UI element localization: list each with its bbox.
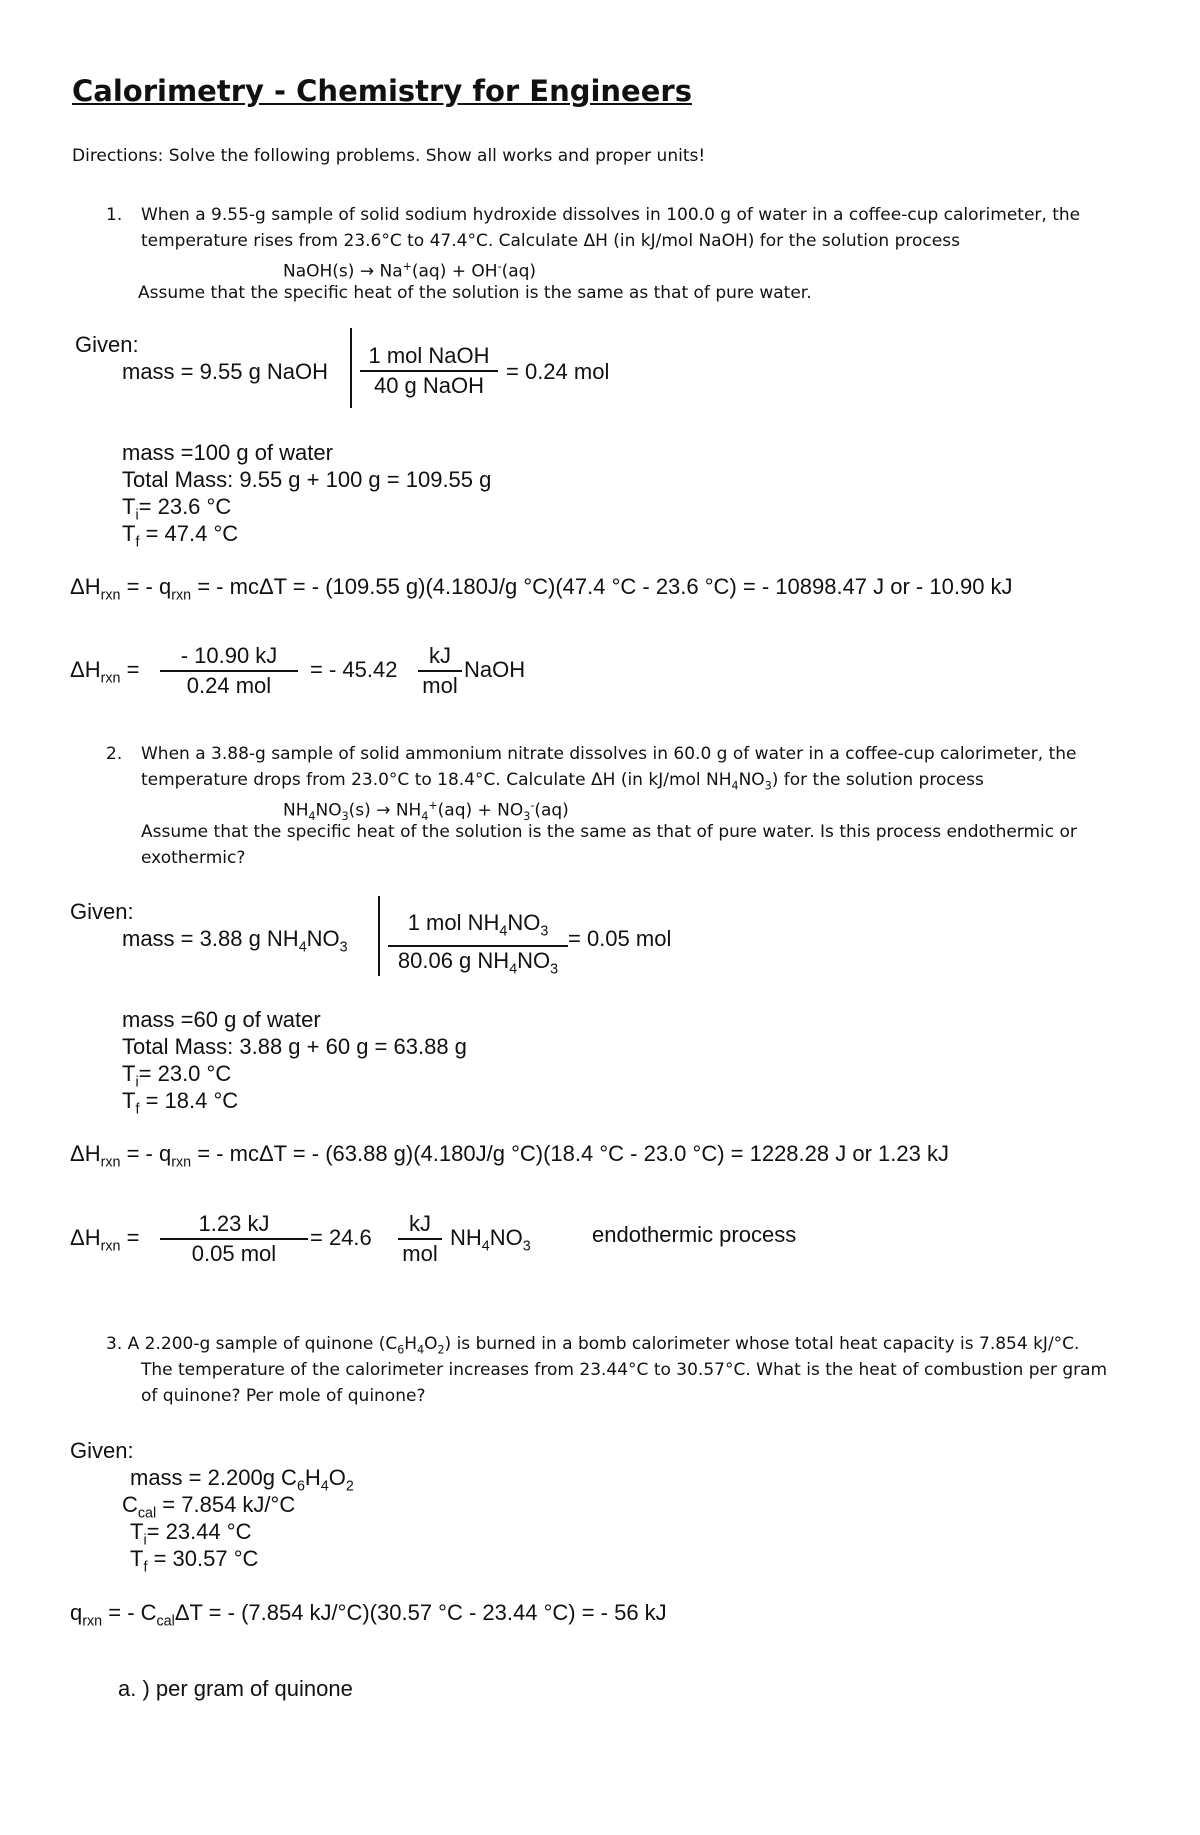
- p3-qrxn-calc: $q_{rxn}$ = - $C_{cal}\Delta T$ = - (7.854 kJ/°C)(30.57 °C - 23.44 °C) = - 56 kJ: [70, 1600, 667, 1630]
- p2-tf: $T_f = 18.4$ °C: [122, 1088, 239, 1118]
- p1-dh-numerator: - 10.90 kJ: [180, 643, 278, 668]
- p1-conversion-fraction: [360, 343, 498, 399]
- p3-tf: $T_f = 30.57$ °C: [130, 1546, 259, 1576]
- p1-line1: When a 9.55-g sample of solid sodium hydroxide dissolves in 100.0 g of water in a coffee-cup calorimeter, the: [141, 205, 1081, 225]
- p3-line2: The temperature of the calorimeter increases from 23.44°C to 30.57°C. What is the heat of combustion per gram: [141, 1360, 1108, 1380]
- p2-dh-numerator: 1.23 kJ: [198, 1211, 270, 1236]
- p1-total-mass: Total Mass: 9.55 g + 100 g = 109.55 g: [122, 467, 492, 492]
- p2-ti: $T_i= 23.0$ °C: [122, 1061, 232, 1091]
- p1-mass-water: mass =100 g of water: [122, 440, 333, 465]
- p2-conv-numerator: 1 mol $NH_4NO_3$: [407, 910, 549, 940]
- p2-conversion-divider: [378, 896, 380, 976]
- p1-dh-label: $\Delta H_{rxn}$ =: [70, 657, 140, 687]
- p2-given-label: Given:: [70, 899, 134, 924]
- p1-conv-denominator: 40 g NaOH: [373, 373, 485, 398]
- fraction-bar: [398, 1238, 442, 1240]
- p1-ti: $T_i= 23.6$ °C: [122, 494, 232, 524]
- fraction-bar: [160, 1238, 308, 1240]
- p1-number: 1.: [106, 205, 123, 225]
- p2-unit-denominator: mol: [402, 1241, 438, 1266]
- p1-unit-fraction: [418, 643, 462, 699]
- p3-mass: mass = 2.200g $C_6H_4O_2$: [130, 1465, 354, 1495]
- p2-line1: When a 3.88-g sample of solid ammonium nitrate dissolves in 60.0 g of water in a coffee-cup calorimeter, the: [141, 744, 1077, 764]
- p1-equation: NaOH(s) → Na+(aq) + OH-(aq): [283, 260, 537, 282]
- directions: Directions: Solve the following problems. Show all works and proper units!: [72, 146, 706, 166]
- p2-dh-result: = 24.6: [310, 1225, 372, 1250]
- p1-conv-result: = 0.24 mol: [506, 359, 610, 384]
- fraction-bar: [160, 670, 298, 672]
- p3-line3: of quinone? Per mole of quinone?: [141, 1386, 426, 1406]
- p2-mass-water: mass =60 g of water: [122, 1007, 321, 1032]
- p3-given-label: Given:: [70, 1438, 134, 1463]
- p1-conv-numerator: 1 mol NaOH: [368, 343, 490, 368]
- p1-unit-numerator: kJ: [429, 643, 451, 668]
- p2-process-note: endothermic process: [592, 1222, 797, 1247]
- fraction-bar: [360, 370, 498, 372]
- p2-mass-nh4no3: mass = 3.88 g $NH_4NO_3$: [122, 926, 348, 956]
- p1-unit-tail: NaOH: [464, 657, 526, 682]
- p2-number: 2.: [106, 744, 123, 764]
- p1-unit-denominator: mol: [422, 673, 458, 698]
- fraction-bar: [388, 945, 568, 947]
- p1-mass-naoh: mass = 9.55 g NaOH: [122, 359, 329, 384]
- p2-enthalpy-calc: $\Delta H_{rxn}$ = - $q_{rxn}$ = - mcΔT = - (63.88 g)(4.180J/g °C)(18.4 °C - 23.0 °C) = 1228.28 J or 1.23 kJ: [70, 1141, 949, 1171]
- p2-assume-line1: Assume that the specific heat of the solution is the same as that of pure water. Is this process endothermic or: [141, 822, 1077, 842]
- p3-part-a: a. ) per gram of quinone: [118, 1676, 353, 1701]
- p1-enthalpy-calc: $\Delta H_{rxn}$ = - $q_{rxn}$ = - mcΔT = - (109.55 g)(4.180J/g °C)(47.4 °C - 23.6 °C) = - 10898.47 J or - 10.90 kJ: [70, 574, 1013, 604]
- p2-dh-fraction: [160, 1211, 308, 1267]
- fraction-bar: [418, 670, 462, 672]
- p1-line2: temperature rises from 23.6°C to 47.4°C. Calculate ΔH (in kJ/mol NaOH) for the solution process: [141, 231, 960, 251]
- p3-ccal: $C_{cal} = 7.854$ kJ/°C: [122, 1492, 296, 1522]
- p2-unit-fraction: [398, 1211, 442, 1267]
- p1-assume: Assume that the specific heat of the solution is the same as that of pure water.: [138, 283, 812, 303]
- p2-unit-numerator: kJ: [409, 1211, 431, 1236]
- p2-assume-line2: exothermic?: [141, 848, 246, 868]
- p2-conversion-fraction: [388, 910, 568, 983]
- p2-dh-label: $\Delta H_{rxn}$ =: [70, 1225, 140, 1255]
- p2-conv-result: = 0.05 mol: [568, 926, 672, 951]
- p1-dh-fraction: [160, 643, 298, 699]
- p2-line2: temperature drops from 23.0°C to 18.4°C. Calculate ΔH (in kJ/mol $NH_4NO_3$) for the solution process: [141, 770, 984, 793]
- p3-ti: $T_i= 23.44$ °C: [130, 1519, 252, 1549]
- p1-given-label: Given:: [75, 332, 139, 357]
- p2-equation: $NH_4NO_3(s) \to NH_4^+(aq) + NO_3^-(aq)$: [283, 799, 569, 824]
- p2-total-mass: Total Mass: 3.88 g + 60 g = 63.88 g: [122, 1034, 467, 1059]
- p1-dh-result: = - 45.42: [310, 657, 398, 682]
- p1-conversion-divider: [350, 328, 352, 408]
- p2-conv-denominator: 80.06 g $NH_4NO_3$: [397, 948, 559, 978]
- p2-dh-denominator: 0.05 mol: [191, 1241, 277, 1266]
- p3-line1: 3. A 2.200-g sample of quinone $(C_6H_4O_2)$ is burned in a bomb calorimeter whose total heat capacity is 7.854 kJ/°C.: [106, 1334, 1080, 1357]
- p1-tf: $T_f = 47.4$ °C: [122, 521, 239, 551]
- p1-dh-denominator: 0.24 mol: [186, 673, 272, 698]
- p2-unit-tail: $NH_4NO_3$: [450, 1225, 531, 1255]
- page-title: Calorimetry - Chemistry for Engineers: [72, 74, 692, 108]
